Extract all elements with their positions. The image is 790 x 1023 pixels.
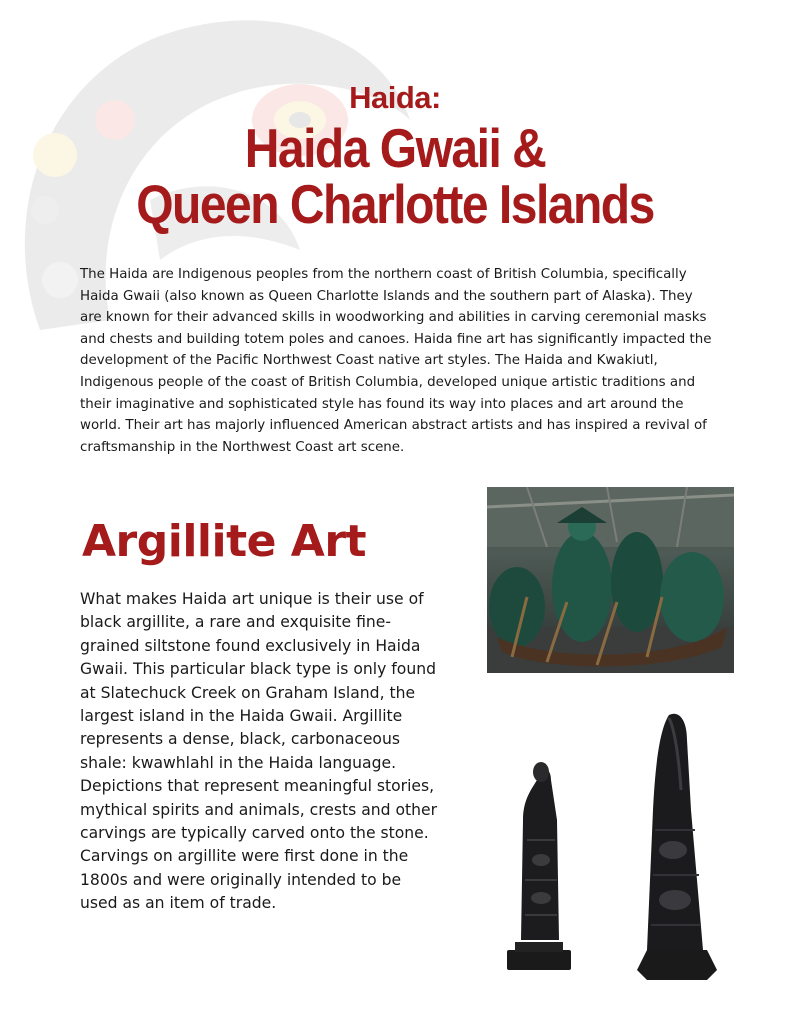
canoe-sculpture-photo [487, 487, 734, 673]
page-title-line1: Haida Gwaii & [244, 119, 546, 180]
argillite-totems-illustration [497, 700, 790, 996]
canoe-sculpture-illustration [487, 487, 734, 673]
page-header [0, 78, 790, 234]
small-totem-carving [507, 762, 571, 970]
argillite-totems-photo [497, 700, 790, 996]
header-kicker: Haida: [349, 80, 441, 115]
intro-paragraph: The Haida are Indigenous peoples from the northern coast of British Columbia, specifically Haida Gwaii (also known as Queen Charlotte Islands and the southern part of Alaska). They are known for their advanced skills in woodworking and abilities in carving ceremonial masks and chests and building totem poles and canoes. Haida fine art has significantly impacted the development of the Pacific Northwest Coast native art styles. The Haida and Kwakiutl, Indigenous people of the coast of British Columbia, developed unique artistic traditions and their imaginative and sophisticated style has found its way into places and art around the world. Their art has majorly influenced American abstract artists and has inspired a revival of craftsmanship in the Northwest Coast art scene. [80, 267, 712, 455]
section-body: What makes Haida art unique is their use of black argillite, a rare and exquisite fine-grained siltstone found exclusively in Haida Gwaii. This particular black type is only found at Slatechuck Creek on Graham Island, the largest island in the Haida Gwaii. Argillite represents a dense, black, carbonaceous shale: kwawhlahl in the Haida language. Depictions that represent meaningful stories, mythical spirits and animals, crests and other carvings are typically carved onto the stone. Carvings on argillite were first done in the 1800s and were originally intended to be used as an item of trade. [80, 590, 438, 913]
page-title-line2: Queen Charlotte Islands [136, 175, 654, 236]
tall-totem-carving [637, 714, 717, 980]
section-heading: Argillite Art [82, 516, 367, 567]
